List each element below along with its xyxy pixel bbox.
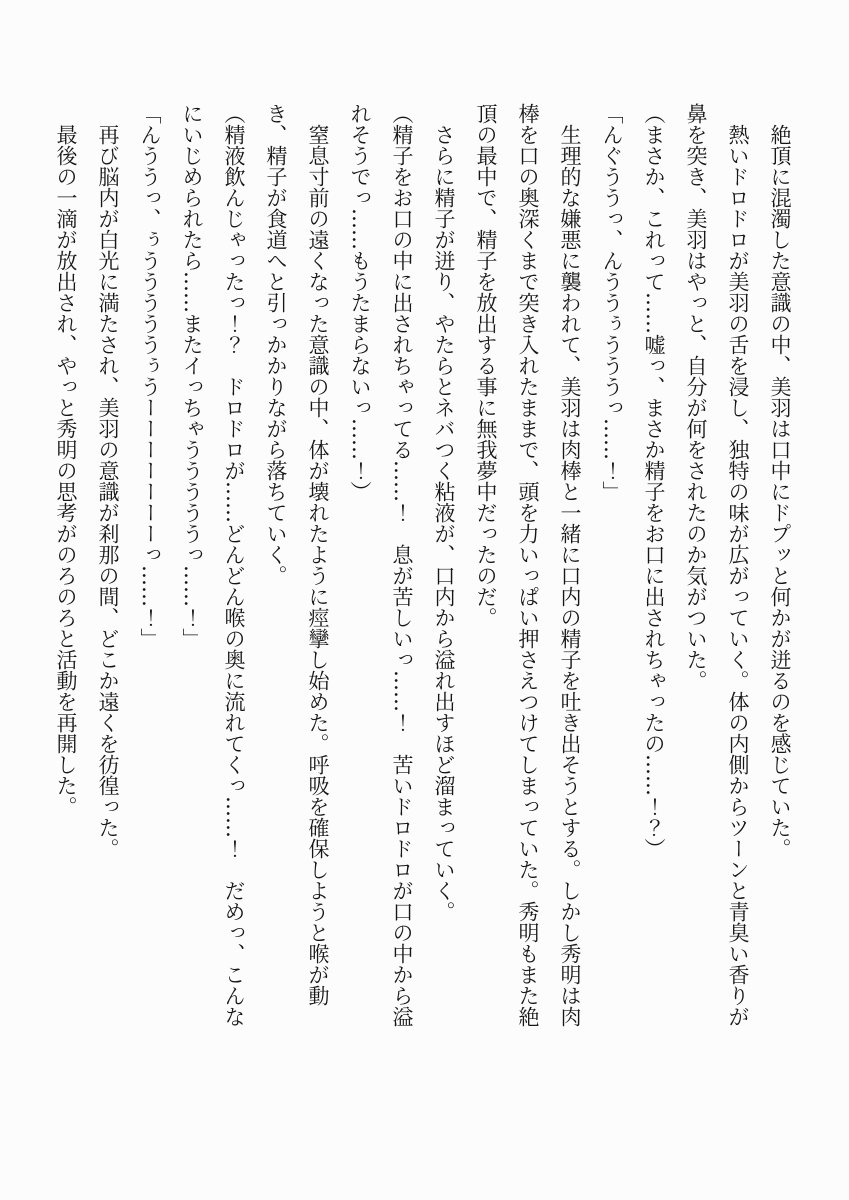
paragraph-narration: 最後の一滴が放出され、やっと秀明の思考がのろのろと活動を再開した。 xyxy=(54,124,78,817)
paragraph-narration: 生理的な嫌悪に襲われて、美羽は肉棒と一緒に口内の精子を吐き出そうとする。しかし秀明は肉棒を口の奥深くまで突き入れたままで、頭を力いっぱい押さえつけてしまっていた。秀明もまた絶頂の最中で、精子を放出する事に無我夢中だったのだ。 xyxy=(474,103,582,1027)
paragraph-dialogue: 「んぐううっ、んううぅうううっ……！」 xyxy=(600,103,624,502)
paragraph-narration: さらに精子が迸り、やたらとネバつく粘液が、口内から溢れ出すほど溜まっていく。 xyxy=(432,124,456,922)
paragraph-narration: 再び脳内が白光に満たされ、美羽の意識が刹那の間、どこか遠くを彷徨った。 xyxy=(96,124,120,859)
paragraph-thought: （まさか、これって……嘘っ、まさか精子をお口に出されちゃったの……！？） xyxy=(642,103,666,859)
paragraph-narration: 絶頂に混濁した意識の中、美羽は口中にドプッと何かが迸るのを感じていた。 xyxy=(768,124,792,859)
paragraph-narration: 窒息寸前の遠くなった意識の中、体が壊れたように痙攣し始めた。呼吸を確保しようと喉が動き、精子が食道へと引っかかりながら落ちていく。 xyxy=(264,103,330,1006)
paragraph-dialogue: 「んううっ、ぅうううううぅうーーーーーーーっ……！」 xyxy=(138,103,162,649)
paragraph-thought: （精液飲んじゃったっ！？ ドロドロが……どんどん喉の奥に流れてくっ……！ だめっ、こんなにいじめられたら……またイっちゃうううううっ……！」 xyxy=(180,103,246,1027)
vertical-text-block xyxy=(45,103,801,1027)
paragraph-narration: 熱いドロドロが美羽の舌を浸し、独特の味が広がっていく。体の内側からツーンと青臭い香りが鼻を突き、美羽はやっと、自分が何をされたのか気がついた。 xyxy=(684,103,750,1027)
paragraph-thought: （精子をお口の中に出されちゃってる……！ 息が苦しいっ……！ 苦いドロドロが口の中から溢れそうでっ……もうたまらないっ……！） xyxy=(348,103,414,1027)
